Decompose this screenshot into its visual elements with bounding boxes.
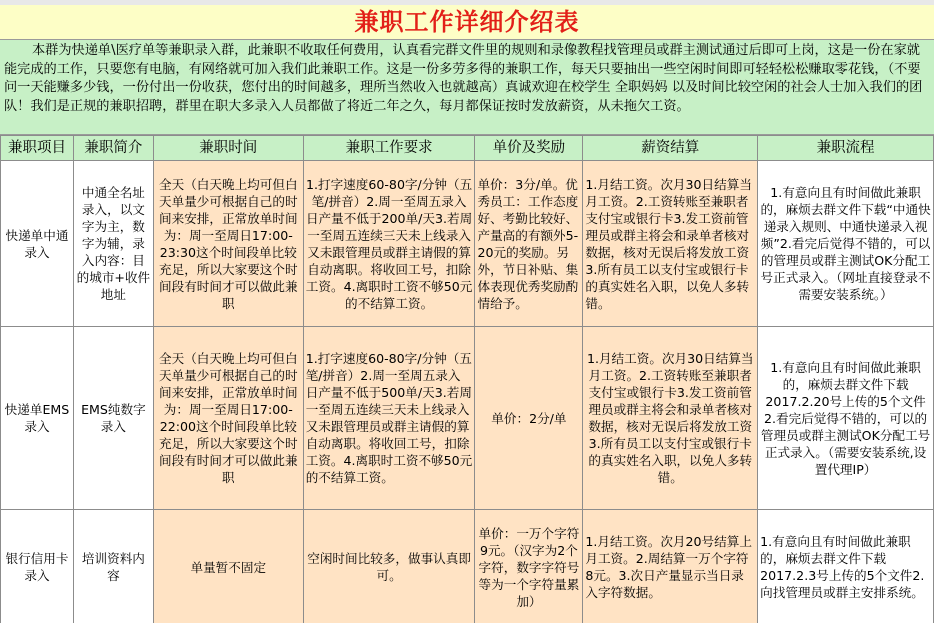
cell-price[interactable]: 单价：2分/单: [475, 327, 583, 510]
cell-requirement[interactable]: 1.打字速度60-80字/分钟（五笔/拼音）2.周一至周五录入日产量不低于500单/天3.若周一至周五连续三天未上线录入又未跟管理员或群主请假的算自动离职。将收回工号，扣除工资。4.离职时工资不够50元的不结算工资。: [303, 327, 475, 510]
cell-process[interactable]: 1.有意向且有时间做此兼职的，麻烦去群文件下载“中通快递录入规则、中通快递录入视频”2.看完后觉得不错的，可以的管理员或群主测试OK分配工号正式录入。（网址直接登录不需要安装系统。）: [758, 161, 934, 327]
cell-process[interactable]: 1.有意向且有时间做此兼职的，麻烦去群文件下载2017.2.20号上传的5个文件2.看完后觉得不错的，可以的管理员或群主测试OK分配工号正式录入。（需要安装系统,设置代理IP）: [758, 327, 934, 510]
cell-project[interactable]: 银行信用卡录入: [1, 510, 74, 623]
cell-intro[interactable]: 培训资料内容: [73, 510, 153, 623]
table-row: [1, 161, 934, 327]
cell-process[interactable]: 1.有意向且有时间做此兼职的，麻烦去群文件下载2017.2.3号上传的5个文件2.向找管理员或群主安排系统。: [758, 510, 934, 623]
col-header-salary[interactable]: 薪资结算: [583, 136, 758, 161]
intro-paragraph[interactable]: 本群为快递单\医疗单等兼职录入群，此兼职不收取任何费用，认真看完群文件里的规则和录像教程找管理员或群主测试通过后即可上岗，这是一份在家就能完成的工作，只要您有电脑，有网络就可加入我们此兼职工作。这是一份多劳多得的兼职工作，每天只要抽出一些空闲时间即可轻轻松松赚取零花钱，（不要问一天能赚多少钱，一份付出一份收获，您付出的时间越多，理所当然收入也就越高）真诚欢迎在校学生 全职妈妈 以及时间比较空闲的社会人士加入我们的团队！我们是正规的兼职招聘，群里在职大多录入人员都做了将近二年之久，每月都保证按时发放薪资，从未拖欠工资。: [0, 40, 934, 135]
cell-price[interactable]: 单价：一万个字符9元。（汉字为2个字符，数字字符号等为一个字符量累加）: [475, 510, 583, 623]
col-header-process[interactable]: 兼职流程: [758, 136, 934, 161]
sheet-title[interactable]: 兼职工作详细介绍表: [0, 5, 934, 40]
job-table: [0, 135, 934, 623]
table-row: [1, 510, 934, 623]
cell-time[interactable]: 单量暂不固定: [153, 510, 303, 623]
col-header-price[interactable]: 单价及奖励: [475, 136, 583, 161]
cell-requirement[interactable]: 1.打字速度60-80字/分钟（五笔/拼音）2.周一至周五录入日产量不低于200单/天3.若周一至周五连续三天未上线录入又未跟管理员或群主请假的算自动离职。将收回工号，扣除工资。4.离职时工资不够50元的不结算工资。: [303, 161, 475, 327]
cell-requirement[interactable]: 空闲时间比较多，做事认真即可。: [303, 510, 475, 623]
cell-project[interactable]: 快递单EMS录入: [1, 327, 74, 510]
col-header-project[interactable]: 兼职项目: [1, 136, 74, 161]
cell-salary[interactable]: 1.月结工资。次月30日结算当月工资。2.工资转账至兼职者支付宝或银行卡3.发工资前管理员或群主将会和录单者核对数据，核对无误后将发放工资3.所有员工以支付宝或银行卡的真实姓名入职，以免人多转错。: [583, 161, 758, 327]
cell-project[interactable]: 快递单中通录入: [1, 161, 74, 327]
cell-intro[interactable]: 中通全名址录入，以文字为主，数字为辅，录入内容：目的城市+收件地址: [73, 161, 153, 327]
cell-salary[interactable]: 1.月结工资。次月20号结算上月工资。2.周结算一万个字符8元。3.次日产量显示当日录入字符数据。: [583, 510, 758, 623]
col-header-intro[interactable]: 兼职简介: [73, 136, 153, 161]
cell-time[interactable]: 全天（白天晚上均可但白天单量少可根据自己的时间来安排，正常放单时间为：周一至周日17:00-22:00这个时间段单比较充足，所以大家要这个时间段有时间才可以做此兼职: [153, 327, 303, 510]
cell-intro[interactable]: EMS纯数字录入: [73, 327, 153, 510]
header-row: [1, 136, 934, 161]
cell-price[interactable]: 单价：3分/单。优秀员工：工作态度好、考勤比较好、产量高的有额外5-20元的奖励。另外，节日补贴、集体表现优秀奖励酌情给予。: [475, 161, 583, 327]
col-header-time[interactable]: 兼职时间: [153, 136, 303, 161]
col-header-requirement[interactable]: 兼职工作要求: [303, 136, 475, 161]
cell-time[interactable]: 全天（白天晚上均可但白天单量少可根据自己的时间来安排，正常放单时间为：周一至周日17:00-23:30这个时间段单比较充足，所以大家要这个时间段有时间才可以做此兼职: [153, 161, 303, 327]
table-row: [1, 327, 934, 510]
cell-salary[interactable]: 1.月结工资。次月30日结算当月工资。2.工资转账至兼职者支付宝或银行卡3.发工资前管理员或群主将会和录单者核对数据，核对无误后将发放工资3.所有员工以支付宝或银行卡的真实姓名入职，以免人多转错。: [583, 327, 758, 510]
